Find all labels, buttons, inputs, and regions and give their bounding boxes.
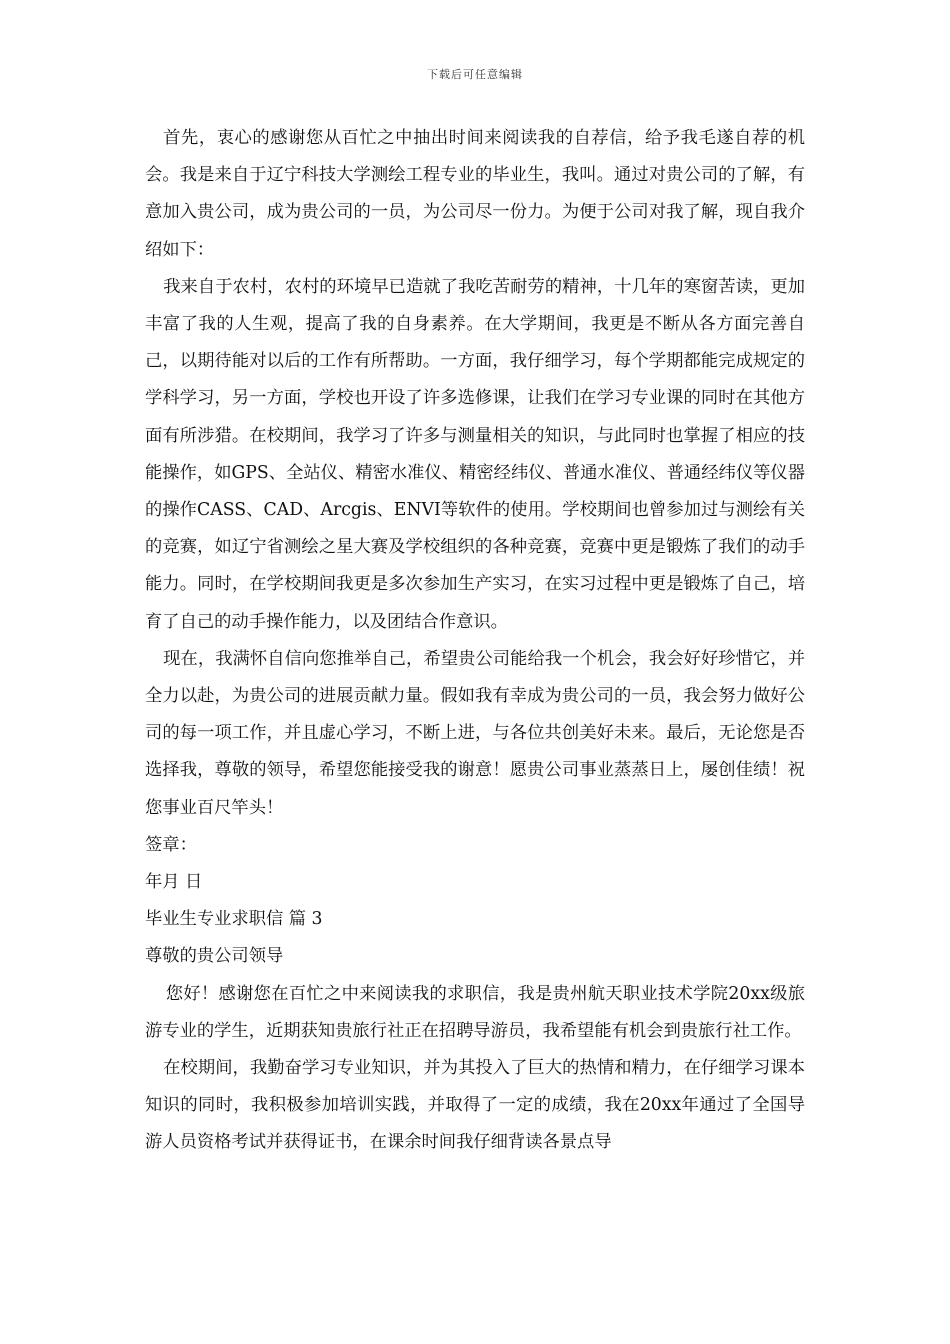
letter2-paragraph-1: 您好！感谢您在百忙之中来阅读我的求职信，我是贵州航天职业技术学院20xx级旅游专业的学生，近期获知贵旅行社正在招聘导游员，我希望能有机会到贵旅行社工作。 [145,983,805,1041]
letter1-paragraph-1: 首先，衷心的感谢您从百忙之中抽出时间来阅读我的自荐信，给予我毛遂自荐的机会。我是来自于辽宁科技大学测绘工程专业的毕业生，我叫。通过对贵公司的了解，有意加入贵公司，成为贵公司的一员，为公司尽一份力。为便于公司对我了解，现自我介绍如下： [145,128,805,260]
signature-label: 签章： [145,834,197,855]
date-label: 年月 日 [145,872,203,893]
document-body [145,120,805,1162]
letter2-title: 毕业生专业求职信 篇 3 [145,909,323,930]
header-note: 下载后可任意编辑 [427,68,523,81]
letter1-paragraph-3: 现在，我满怀自信向您推举自己，希望贵公司能给我一个机会，我会好好珍惜它，并全力以赴，为贵公司的进展贡献力量。假如我有幸成为贵公司的一员，我会努力做好公司的每一项工作，并且虚心学习，不断上进，与各位共创美好未来。最后，无论您是否选择我，尊敬的领导，希望您能接受我的谢意！愿贵公司事业蒸蒸日上，屡创佳绩！祝您事业百尺竿头！ [145,648,805,818]
letter1-paragraph-2: 我来自于农村，农村的环境早已造就了我吃苦耐劳的精神，十几年的寒窗苦读，更加丰富了我的人生观，提高了我的自身素养。在大学期间，我更是不断从各方面完善自己，以期待能对以后的工作有所帮助。一方面，我仔细学习，每个学期都能完成规定的学科学习，另一方面，学校也开设了许多选修课，让我们在学习专业课的同时在其他方面有所涉猎。在校期间，我学习了许多与测量相关的知识，与此同时也掌握了相应的技能操作，如GPS、全站仪、精密水准仪、精密经纬仪、普通水准仪、普通经纬仪等仪器的操作CASS、CAD、Arcgis、ENVI等软件的使用。学校期间也曾参加过与测绘有关的竞赛，如辽宁省测绘之星大赛及学校组织的各种竞赛，竞赛中更是锻炼了我们的动手能力。同时，在学校期间我更是多次参加生产实习，在实习过程中更是锻炼了自己，培育了自己的动手操作能力，以及团结合作意识。 [145,276,805,632]
letter2-paragraph-2: 在校期间，我勤奋学习专业知识，并为其投入了巨大的热情和精力，在仔细学习课本知识的同时，我积极参加培训实践，并取得了一定的成绩，我在20xx年通过了全国导游人员资格考试并获得证书，在课余时间我仔细背读各景点导 [145,1058,805,1153]
letter2-salutation: 尊敬的贵公司领导 [145,946,284,967]
